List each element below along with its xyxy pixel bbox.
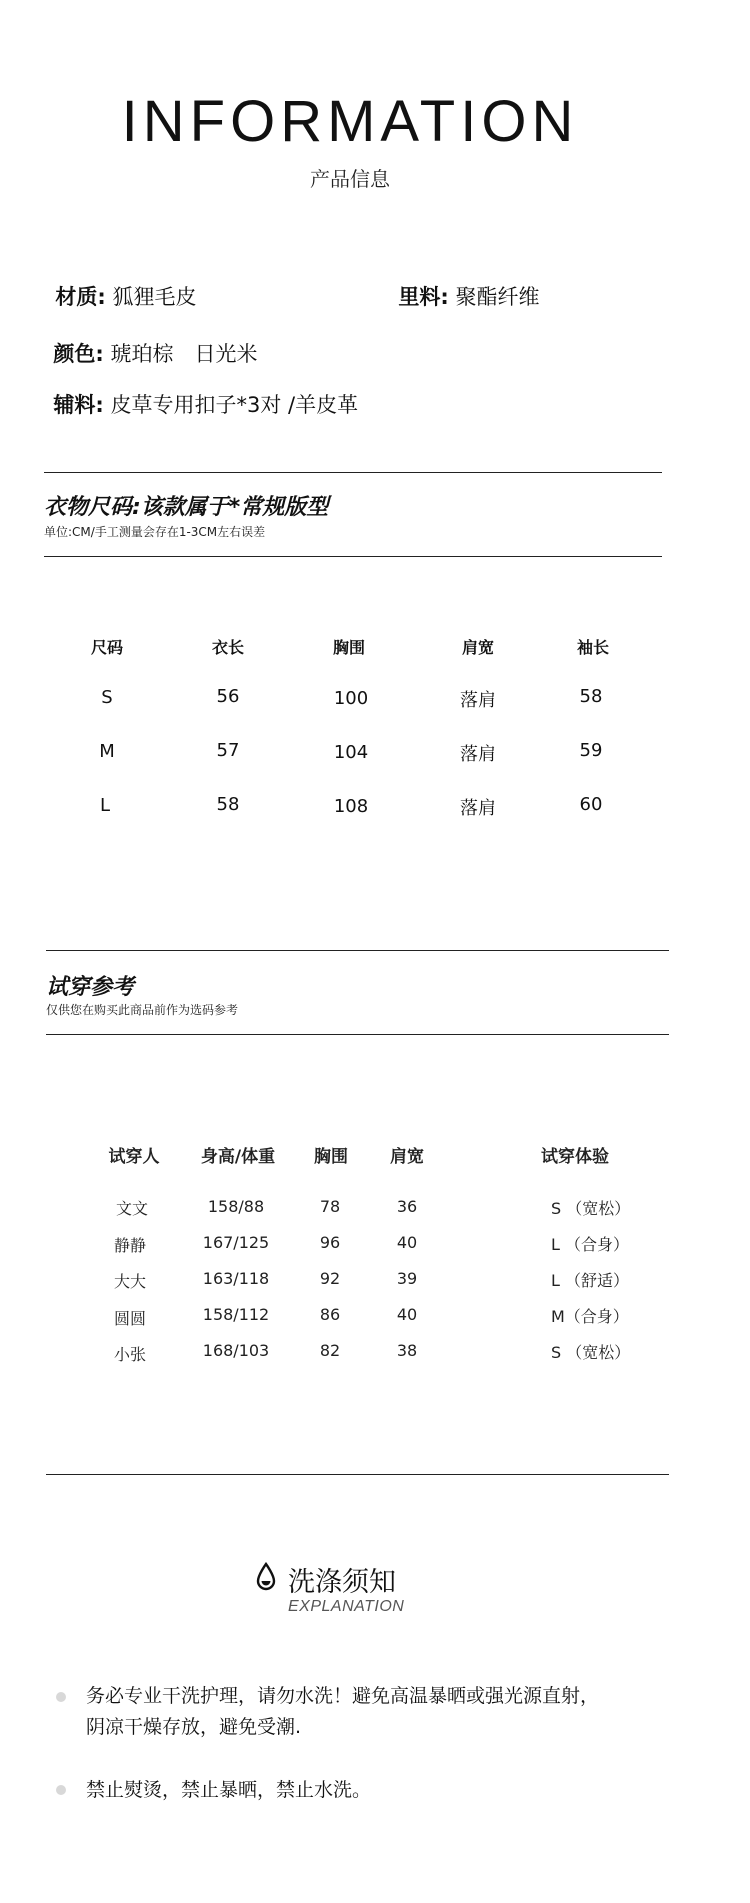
fit-cell: 小张 <box>113 1345 146 1364</box>
material-label: 材质: <box>55 285 106 309</box>
fit-cell: 36 <box>396 1197 418 1216</box>
size-cell: 59 <box>579 740 603 761</box>
accessory-row <box>40 365 358 419</box>
fit-header-height-weight: 身高/体重 <box>200 1147 276 1167</box>
fit-cell: 86 <box>319 1305 341 1324</box>
size-cell: 落肩 <box>460 798 496 819</box>
fit-cell: S （宽松） <box>551 1199 631 1218</box>
fit-cell: M（合身） <box>551 1307 629 1326</box>
fit-cell: 168/103 <box>202 1341 270 1360</box>
lining-label: 里料: <box>398 285 449 309</box>
care-text-line: 禁止熨烫，禁止暴晒，禁止水洗。 <box>86 1779 372 1801</box>
care-text-line: 务必专业干洗护理，请勿水洗！避免高温暴晒或强光源直射， <box>86 1685 600 1707</box>
size-cell: 56 <box>216 686 240 707</box>
fit-cell: 圆圆 <box>113 1309 146 1328</box>
fit-cell: 82 <box>319 1341 341 1360</box>
bullet-dot <box>56 1692 66 1702</box>
size-cell: S <box>101 687 113 708</box>
size-header-shoulder: 肩宽 <box>461 638 494 657</box>
material-value: 狐狸毛皮 <box>112 285 197 309</box>
fit-cell: 静静 <box>113 1236 146 1255</box>
color-value: 琥珀棕 日光米 <box>110 342 258 366</box>
fit-cell: 文文 <box>115 1199 148 1218</box>
size-header-length: 衣长 <box>211 638 244 657</box>
fit-header-tester: 试穿人 <box>108 1147 160 1167</box>
lining-value: 聚酯纤维 <box>455 285 540 309</box>
page-title-cn: 产品信息 <box>310 167 390 191</box>
size-cell: 100 <box>333 688 369 709</box>
fit-cell: 78 <box>319 1197 341 1216</box>
material-row <box>42 257 196 311</box>
size-header-chest: 胸围 <box>332 638 365 657</box>
size-cell: 108 <box>333 796 369 817</box>
divider <box>44 556 662 557</box>
fit-cell: 40 <box>396 1305 418 1324</box>
fit-cell: 40 <box>396 1233 418 1252</box>
fit-section-subtitle: 仅供您在购买此商品前作为选码参考 <box>46 1003 239 1017</box>
fit-cell: 96 <box>319 1233 341 1252</box>
page-title-en: INFORMATION <box>121 89 579 154</box>
size-section-subtitle: 单位:CM/手工测量会存在1-3CM左右误差 <box>44 525 266 539</box>
size-header-size: 尺码 <box>90 638 123 657</box>
care-text-line: 阴凉干燥存放，避免受潮. <box>86 1716 302 1738</box>
fit-cell: 167/125 <box>202 1233 270 1252</box>
divider <box>44 472 662 473</box>
fit-cell: 158/88 <box>207 1197 265 1216</box>
fit-cell: 163/118 <box>202 1269 270 1288</box>
size-cell: 落肩 <box>460 744 496 765</box>
fit-header-chest: 胸围 <box>314 1147 348 1167</box>
size-cell: L <box>99 795 111 816</box>
fit-header-experience: 试穿体验 <box>541 1147 609 1167</box>
size-cell: 60 <box>579 794 603 815</box>
fit-cell: L （合身） <box>551 1235 630 1254</box>
bullet-dot <box>56 1785 66 1795</box>
size-cell: 58 <box>216 794 240 815</box>
fit-header-shoulder: 肩宽 <box>390 1147 424 1167</box>
fit-cell: L （舒适） <box>551 1271 630 1290</box>
fit-cell: 38 <box>396 1341 418 1360</box>
color-label: 颜色: <box>53 342 104 366</box>
accessory-label: 辅料: <box>53 393 104 417</box>
divider <box>46 950 669 951</box>
fit-cell: 大大 <box>113 1272 146 1291</box>
care-subtitle: EXPLANATION <box>288 1598 405 1615</box>
care-title: 洗涤须知 <box>288 1567 396 1598</box>
size-cell: 104 <box>333 742 369 763</box>
size-section-title: 衣物尺码:该款属于*常规版型 <box>44 495 329 520</box>
size-cell: M <box>99 741 115 762</box>
divider <box>46 1034 669 1035</box>
fit-cell: 39 <box>396 1269 418 1288</box>
size-cell: 落肩 <box>460 690 496 711</box>
color-row <box>40 314 257 368</box>
fit-cell: S （宽松） <box>551 1343 631 1362</box>
size-cell: 58 <box>579 686 603 707</box>
divider <box>46 1474 669 1475</box>
water-drop-icon <box>255 1562 277 1592</box>
accessory-value: 皮草专用扣子*3对 /羊皮革 <box>110 393 359 417</box>
size-header-sleeve: 袖长 <box>576 638 609 657</box>
fit-cell: 92 <box>319 1269 341 1288</box>
fit-section-title: 试穿参考 <box>46 975 135 1000</box>
size-cell: 57 <box>216 740 240 761</box>
lining-row <box>385 257 539 311</box>
fit-cell: 158/112 <box>202 1305 270 1324</box>
